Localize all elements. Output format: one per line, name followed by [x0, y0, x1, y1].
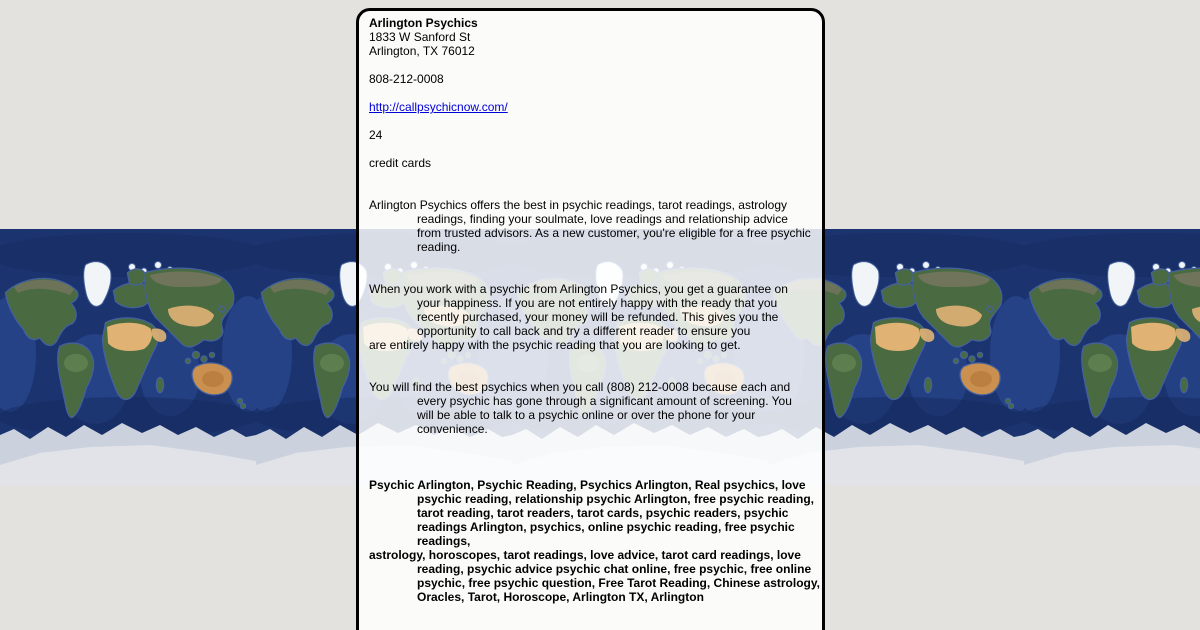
blank-line [369, 464, 812, 478]
text-line: readings Arlington, psychics, online psychic reading, free psychic [417, 520, 795, 534]
text-line: reading. [417, 240, 461, 254]
text-line: psychic, free psychic question, Free Tarot Reading, Chinese astrology, [417, 576, 820, 590]
blank-line [369, 170, 812, 184]
text-line: credit cards [369, 156, 432, 170]
text-line: readings, [417, 534, 471, 548]
text-line: recently purchased, your money will be refunded. This gives you the [417, 310, 779, 324]
text-line: will be able to talk to a psychic online or over the phone for your [417, 408, 756, 422]
text-line: tarot reading, tarot readers, tarot cards, psychic readers, psychic [417, 506, 789, 520]
text-line: reading, psychic advice psychic chat online, free psychic, free online [417, 562, 812, 576]
text-line [369, 100, 812, 114]
text-line: When you work with a psychic from Arlington Psychics, you get a guarantee on [369, 282, 788, 296]
keywords-group-2 [369, 548, 820, 604]
phone-number [369, 72, 812, 86]
blank-line [369, 436, 812, 450]
world-map-tile [1024, 229, 1200, 485]
blank-line [369, 86, 812, 100]
payment-methods [369, 156, 812, 170]
text-line: psychic reading, relationship psychic Arlington, free psychic reading, [417, 492, 814, 506]
text-line: 24 [369, 128, 383, 142]
text-line: 808-212-0008 [369, 72, 444, 86]
website [369, 100, 812, 114]
blank-line [369, 450, 812, 464]
listing-card [356, 8, 825, 630]
text-line: Arlington, TX 76012 [369, 44, 475, 58]
card-content [369, 16, 820, 604]
blank-line [369, 254, 812, 268]
blank-line [369, 58, 812, 72]
text-line: readings, finding your soulmate, love readings and relationship advice [417, 212, 788, 226]
blank-line [369, 268, 812, 282]
text-line: convenience. [417, 422, 488, 436]
text-line: are entirely happy with the psychic reading that you are looking to get. [369, 338, 741, 352]
blank-line [369, 142, 812, 156]
text-line: from trusted advisors. As a new customer, you're eligible for a free psychic [417, 226, 811, 240]
text-line: Arlington Psychics offers the best in psychic readings, tarot readings, astrology [369, 198, 787, 212]
text-line: Psychic Arlington, Psychic Reading, Psychics Arlington, Real psychics, love [369, 478, 806, 492]
website-link[interactable]: http://callpsychicnow.com/ [369, 100, 508, 114]
blank-line [369, 114, 812, 128]
text-line: Oracles, Tarot, Horoscope, Arlington TX, Arlington [417, 590, 704, 604]
text-line: opportunity to call back and try a different reader to ensure you [417, 324, 751, 338]
text-line: You will find the best psychics when you call (808) 212-0008 because each and [369, 380, 791, 394]
blank-line [369, 352, 812, 366]
text-line: 1833 W Sanford St [369, 30, 471, 44]
about-paragraph [369, 198, 812, 254]
text-line: astrology, horoscopes, tarot readings, love advice, tarot card readings, love [369, 548, 801, 562]
world-map-tile [0, 229, 256, 485]
business-address [369, 30, 812, 58]
guarantee-paragraph [369, 282, 812, 352]
blank-line [369, 184, 812, 198]
text-line: every psychic has gone through a significant amount of screening. You [417, 394, 792, 408]
business-name [369, 16, 812, 30]
text-line: your happiness. If you are not entirely happy with the ready that you [417, 296, 778, 310]
blank-line [369, 366, 812, 380]
hours [369, 128, 812, 142]
screening-paragraph [369, 380, 812, 436]
keywords-group-1 [369, 478, 812, 548]
text-line: Arlington Psychics [369, 16, 478, 30]
